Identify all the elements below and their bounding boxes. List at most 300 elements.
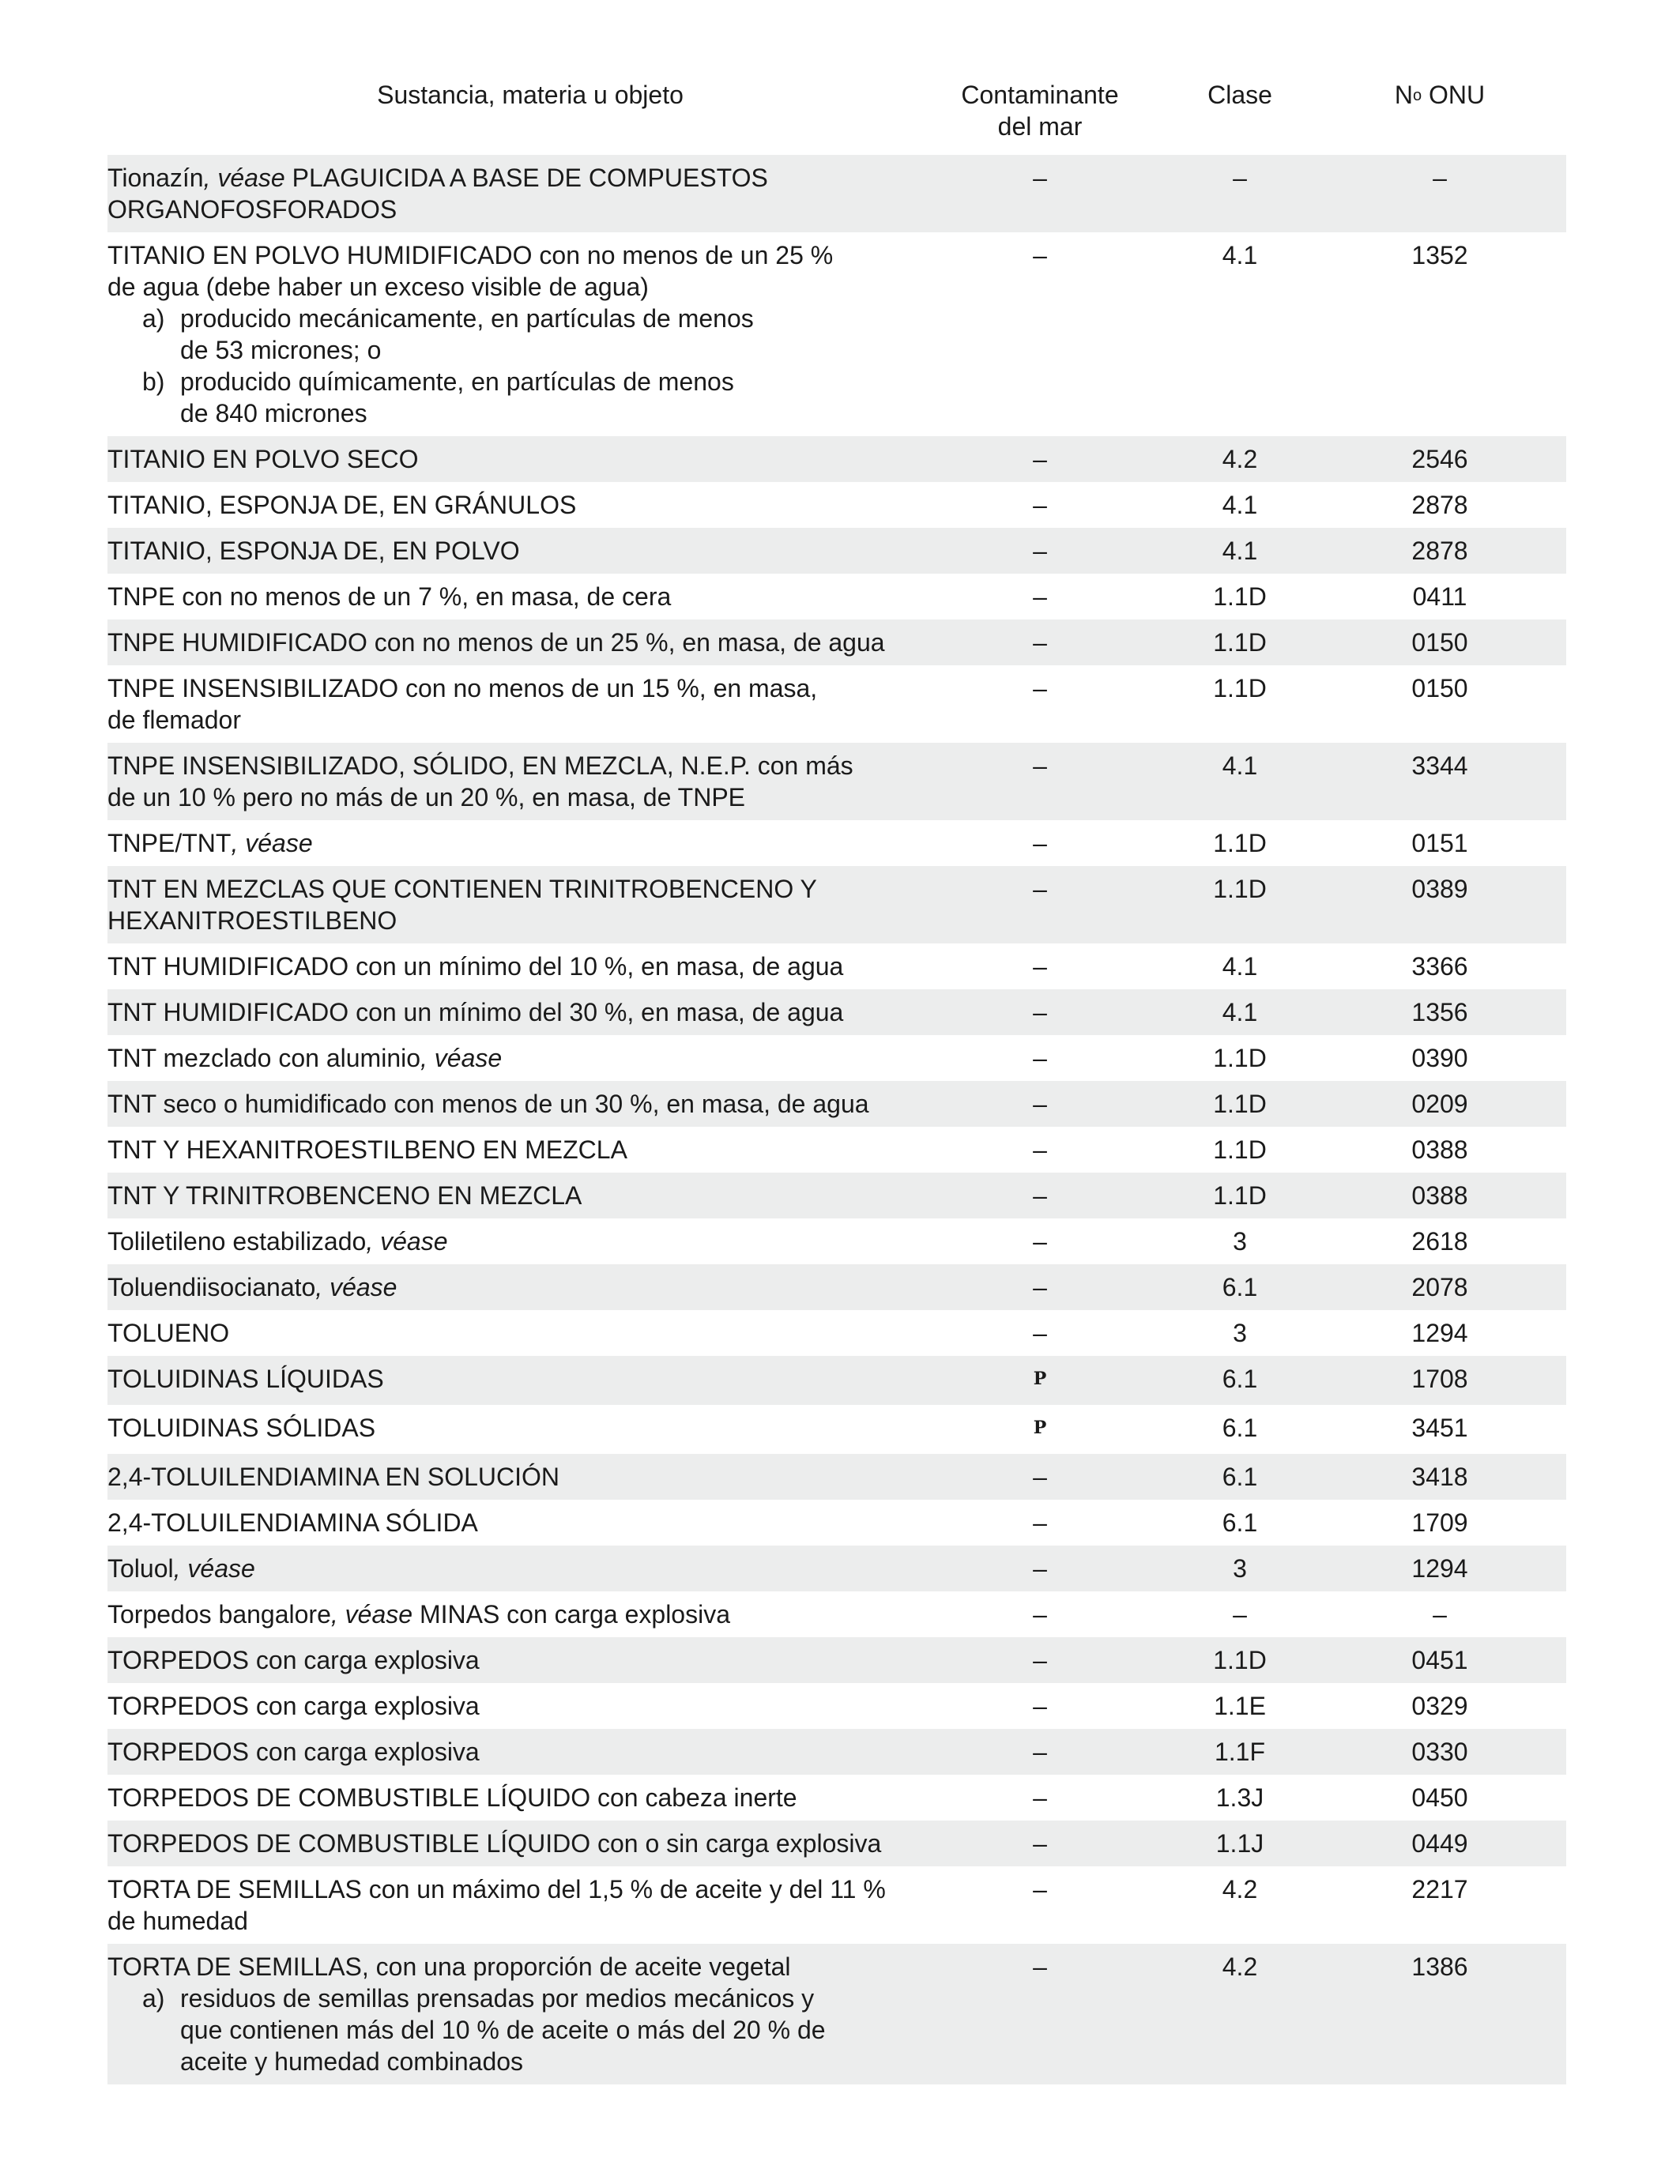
pollutant-value: –: [1033, 1554, 1047, 1583]
subitem-line: aceite y humedad combinados: [180, 2047, 524, 2076]
substance-line: [107, 627, 953, 658]
substance-italic: , véase: [173, 1554, 255, 1583]
substance-text: TOLUIDINAS LÍQUIDAS: [107, 1365, 384, 1393]
substance-line: [107, 535, 953, 567]
subitem-marker: b): [142, 367, 165, 396]
un-number-cell: 0390: [1411, 1044, 1468, 1072]
substance-line: [107, 1690, 953, 1722]
substance-cell: [107, 1690, 953, 1722]
table-row: [107, 1081, 1566, 1127]
substance-line: [107, 1134, 953, 1165]
pollutant-value: –: [1033, 582, 1047, 611]
table-row: [107, 232, 1566, 436]
pollutant-value: –: [1033, 674, 1047, 702]
table-row: [107, 1729, 1566, 1775]
substance-text: Tionazín: [107, 164, 204, 192]
table-row: [107, 1356, 1566, 1405]
substance-text: TORPEDOS con carga explosiva: [107, 1646, 480, 1674]
table-header: [107, 79, 1566, 155]
substance-line: [107, 1782, 953, 1813]
substance-line: [107, 1363, 953, 1395]
class-cell: 1.1D: [1213, 628, 1267, 657]
class-cell: 4.1: [1222, 537, 1258, 565]
substance-subitem: [107, 366, 953, 429]
pollutant-cell: [953, 162, 1127, 194]
document-page: [107, 79, 1566, 2084]
un-number-cell: –: [1433, 1600, 1447, 1629]
pollutant-cell: [953, 996, 1127, 1028]
substance-text: TITANIO EN POLVO SECO: [107, 445, 419, 473]
un-number-cell: –: [1433, 164, 1447, 192]
table-row: [107, 1546, 1566, 1591]
un-number-cell: 3418: [1411, 1463, 1468, 1491]
substance-cell: [107, 1088, 953, 1120]
pollutant-cell: [953, 1317, 1127, 1349]
substance-cell: [107, 1782, 953, 1813]
substance-cell: [107, 627, 953, 658]
subitem-line: que contienen más del 10 % de aceite o más del 20 % de: [180, 2016, 826, 2044]
pollutant-value: –: [1033, 1692, 1047, 1720]
pollutant-value: –: [1033, 1738, 1047, 1766]
substance-cell: [107, 443, 953, 475]
substance-text: ORGANOFOSFORADOS: [107, 195, 397, 224]
pollutant-cell: [953, 1553, 1127, 1584]
substance-text: 2,4-TOLUILENDIAMINA SÓLIDA: [107, 1508, 478, 1537]
header-un-sup: o: [1412, 87, 1422, 104]
substance-text: TNPE HUMIDIFICADO con no menos de un 25 %, en masa, de agua: [107, 628, 885, 657]
class-cell: 1.1D: [1213, 1044, 1267, 1072]
substance-cell: [107, 1507, 953, 1538]
substance-line: HEXANITROESTILBENO: [107, 906, 397, 935]
class-cell: 1.3J: [1215, 1783, 1264, 1812]
class-cell: 3: [1233, 1227, 1247, 1256]
marine-pollutant-mark: P: [1033, 1418, 1047, 1438]
substance-subitem: [107, 1983, 953, 2077]
substance-italic: , véase: [203, 164, 285, 192]
pollutant-value: –: [1033, 537, 1047, 565]
table-row: [107, 943, 1566, 989]
class-cell: 1.1D: [1213, 674, 1267, 702]
substance-text: MINAS con carga explosiva: [412, 1600, 730, 1629]
un-number-cell: 2878: [1411, 537, 1468, 565]
pollutant-value: –: [1033, 628, 1047, 657]
un-number-cell: 0150: [1411, 628, 1468, 657]
pollutant-cell: [953, 1088, 1127, 1120]
pollutant-value: –: [1033, 1090, 1047, 1118]
substance-cell: [107, 489, 953, 521]
header-un-number: [1353, 79, 1527, 115]
substance-italic: , véase: [231, 829, 313, 857]
class-cell: 4.1: [1222, 751, 1258, 780]
substance-text: TORPEDOS DE COMBUSTIBLE LÍQUIDO con cabeza inerte: [107, 1783, 797, 1812]
substance-cell: [107, 1553, 953, 1584]
substance-line: [107, 443, 953, 475]
substance-text: TORPEDOS DE COMBUSTIBLE LÍQUIDO con o sin carga explosiva: [107, 1829, 882, 1858]
substance-text: Toluol: [107, 1554, 174, 1583]
table-row: [107, 155, 1566, 232]
table-row: [107, 989, 1566, 1035]
substance-cell: [107, 1644, 953, 1676]
pollutant-value: –: [1033, 445, 1047, 473]
substance-line: [107, 1828, 953, 1859]
pollutant-value: –: [1033, 1783, 1047, 1812]
class-cell: 1.1D: [1213, 1646, 1267, 1674]
substance-text: TNT mezclado con aluminio: [107, 1044, 421, 1072]
un-number-cell: 0450: [1411, 1783, 1468, 1812]
substance-cell: [107, 535, 953, 567]
substance-cell: [107, 239, 953, 429]
substance-line: de flemador: [107, 706, 241, 734]
class-cell: 3: [1233, 1554, 1247, 1583]
un-number-cell: 2078: [1411, 1273, 1468, 1301]
substance-text: Torpedos bangalore: [107, 1600, 331, 1629]
substance-line: [107, 1736, 953, 1768]
pollutant-value: –: [1033, 1875, 1047, 1903]
substance-line: [107, 996, 953, 1028]
class-cell: 1.1E: [1214, 1692, 1266, 1720]
substance-line: [107, 827, 953, 859]
table-row: [107, 1173, 1566, 1218]
substance-text: TORPEDOS con carga explosiva: [107, 1738, 480, 1766]
un-number-cell: 1386: [1411, 1952, 1468, 1981]
substance-line: TORTA DE SEMILLAS, con una proporción de aceite vegetal: [107, 1952, 791, 1981]
substance-subitem: [107, 303, 953, 366]
substance-cell: [107, 581, 953, 612]
substance-text: TORPEDOS con carga explosiva: [107, 1692, 480, 1720]
substance-line: [107, 581, 953, 612]
substance-text: TNT HUMIDIFICADO con un mínimo del 30 %, en masa, de agua: [107, 998, 844, 1026]
class-cell: 3: [1233, 1319, 1247, 1347]
un-number-cell: 1294: [1411, 1554, 1468, 1583]
substance-cell: [107, 1951, 953, 2077]
substance-line: [107, 162, 953, 194]
pollutant-cell: [953, 1598, 1127, 1630]
class-cell: 6.1: [1222, 1365, 1258, 1393]
subitem-text: [180, 1983, 953, 2077]
un-number-cell: 3366: [1411, 952, 1468, 981]
subitem-line: de 840 micrones: [180, 399, 367, 427]
un-number-cell: 0151: [1411, 829, 1468, 857]
substance-cell: [107, 162, 953, 225]
substance-line: [107, 951, 953, 982]
substance-line: TORTA DE SEMILLAS con un máximo del 1,5 % de aceite y del 11 %: [107, 1875, 886, 1903]
un-number-cell: 1709: [1411, 1508, 1468, 1537]
class-cell: 1.1D: [1213, 1181, 1267, 1210]
substance-italic: , véase: [420, 1044, 503, 1072]
substance-cell: [107, 1042, 953, 1074]
table-row: [107, 743, 1566, 820]
pollutant-value: –: [1033, 829, 1047, 857]
substance-cell: [107, 1317, 953, 1349]
substance-line: [107, 1226, 953, 1257]
pollutant-cell: [953, 627, 1127, 658]
substance-cell: [107, 827, 953, 859]
class-cell: –: [1233, 1600, 1247, 1629]
pollutant-value: –: [1033, 241, 1047, 269]
class-cell: 1.1J: [1215, 1829, 1264, 1858]
pollutant-value: –: [1033, 751, 1047, 780]
pollutant-cell: [953, 1507, 1127, 1538]
table-row: [107, 1775, 1566, 1821]
header-pollutant-line2: del mar: [997, 112, 1083, 141]
class-cell: 6.1: [1222, 1273, 1258, 1301]
table-row: [107, 436, 1566, 482]
substance-cell: [107, 1180, 953, 1211]
header-class: [1127, 79, 1353, 111]
substance-line: [107, 1598, 953, 1630]
class-cell: 4.2: [1222, 1875, 1258, 1903]
substance-cell: [107, 1736, 953, 1768]
table-row: [107, 1310, 1566, 1356]
substance-cell: [107, 1412, 953, 1444]
un-number-cell: 3344: [1411, 751, 1468, 780]
pollutant-value: –: [1033, 164, 1047, 192]
pollutant-value: –: [1033, 1319, 1047, 1347]
substance-text: TNPE con no menos de un 7 %, en masa, de cera: [107, 582, 672, 611]
class-cell: 4.1: [1222, 491, 1258, 519]
pollutant-cell: [953, 1363, 1127, 1398]
un-number-cell: 0451: [1411, 1646, 1468, 1674]
substance-text: Toliletileno estabilizado: [107, 1227, 367, 1256]
header-un-suffix: ONU: [1422, 81, 1486, 109]
substance-line: TNPE INSENSIBILIZADO con no menos de un 15 %, en masa,: [107, 674, 818, 702]
un-number-cell: 1708: [1411, 1365, 1468, 1393]
table-row: [107, 1127, 1566, 1173]
table-row: [107, 1591, 1566, 1637]
substance-line: [107, 1412, 953, 1444]
table-row: [107, 1264, 1566, 1310]
pollutant-cell: [953, 489, 1127, 521]
pollutant-value: –: [1033, 875, 1047, 903]
pollutant-cell: [953, 750, 1127, 781]
substance-text: TNT seco o humidificado con menos de un 30 %, en masa, de agua: [107, 1090, 869, 1118]
header-substance: [107, 79, 953, 111]
un-number-cell: 0209: [1411, 1090, 1468, 1118]
pollutant-value: –: [1033, 1829, 1047, 1858]
pollutant-cell: [953, 827, 1127, 859]
table-row: [107, 1821, 1566, 1866]
un-number-cell: 0150: [1411, 674, 1468, 702]
pollutant-value: –: [1033, 952, 1047, 981]
un-number-cell: 0389: [1411, 875, 1468, 903]
substance-line: TNPE INSENSIBILIZADO, SÓLIDO, EN MEZCLA, N.E.P. con más: [107, 751, 853, 780]
substance-line: de un 10 % pero no más de un 20 %, en masa, de TNPE: [107, 783, 746, 811]
substance-text: TOLUENO: [107, 1319, 230, 1347]
subitem-text: [180, 366, 953, 429]
header-substance-label: Sustancia, materia u objeto: [377, 81, 684, 109]
substance-text: TNT Y HEXANITROESTILBENO EN MEZCLA: [107, 1135, 627, 1164]
substance-line: [107, 1088, 953, 1120]
substance-cell: [107, 1134, 953, 1165]
pollutant-value: –: [1033, 1508, 1047, 1537]
substance-cell: [107, 1271, 953, 1303]
class-cell: 1.1F: [1214, 1738, 1266, 1766]
class-cell: 4.2: [1222, 445, 1258, 473]
substance-text: TNT HUMIDIFICADO con un mínimo del 10 %, en masa, de agua: [107, 952, 844, 981]
un-number-cell: 2217: [1411, 1875, 1468, 1903]
pollutant-cell: [953, 1412, 1127, 1447]
un-number-cell: 0330: [1411, 1738, 1468, 1766]
substance-text: TNPE/TNT: [107, 829, 232, 857]
pollutant-cell: [953, 951, 1127, 982]
un-number-cell: 0388: [1411, 1181, 1468, 1210]
pollutant-cell: [953, 1226, 1127, 1257]
class-cell: 1.1D: [1213, 1135, 1267, 1164]
class-cell: 1.1D: [1213, 829, 1267, 857]
un-number-cell: 0388: [1411, 1135, 1468, 1164]
table-row: [107, 528, 1566, 574]
pollutant-value: –: [1033, 998, 1047, 1026]
substance-cell: [107, 996, 953, 1028]
header-un-prefix: N: [1394, 81, 1413, 109]
un-number-cell: 0449: [1411, 1829, 1468, 1858]
class-cell: 4.2: [1222, 1952, 1258, 1981]
table-row: [107, 665, 1566, 743]
un-number-cell: 2618: [1411, 1227, 1468, 1256]
pollutant-value: –: [1033, 491, 1047, 519]
table-row: [107, 1454, 1566, 1500]
header-pollutant-line1: Contaminante: [961, 81, 1119, 109]
pollutant-cell: [953, 1042, 1127, 1074]
substance-line: [107, 1507, 953, 1538]
substance-cell: [107, 1598, 953, 1630]
pollutant-cell: [953, 239, 1127, 271]
pollutant-value: –: [1033, 1135, 1047, 1164]
table-body: [107, 155, 1566, 2084]
pollutant-cell: [953, 1873, 1127, 1905]
class-cell: 1.1D: [1213, 875, 1267, 903]
substance-cell: [107, 1363, 953, 1395]
class-cell: –: [1233, 164, 1247, 192]
substance-text: 2,4-TOLUILENDIAMINA EN SOLUCIÓN: [107, 1463, 559, 1491]
pollutant-value: –: [1033, 1952, 1047, 1981]
substance-cell: [107, 1461, 953, 1493]
table-row: [107, 482, 1566, 528]
class-cell: 6.1: [1222, 1463, 1258, 1491]
table-row: [107, 866, 1566, 943]
pollutant-value: –: [1033, 1044, 1047, 1072]
header-pollutant: [953, 79, 1127, 142]
substance-line: [107, 1461, 953, 1493]
table-row: [107, 1683, 1566, 1729]
subitem-text: [180, 303, 953, 366]
un-number-cell: 1356: [1411, 998, 1468, 1026]
un-number-cell: 2878: [1411, 491, 1468, 519]
substance-line: de humedad: [107, 1907, 248, 1935]
pollutant-cell: [953, 1271, 1127, 1303]
class-cell: 6.1: [1222, 1414, 1258, 1442]
substance-cell: [107, 750, 953, 813]
substance-cell: [107, 873, 953, 936]
substance-line: TITANIO EN POLVO HUMIDIFICADO con no menos de un 25 %: [107, 241, 834, 269]
substance-cell: [107, 672, 953, 736]
pollutant-cell: [953, 535, 1127, 567]
table-row: [107, 1035, 1566, 1081]
pollutant-cell: [953, 1951, 1127, 1983]
substance-line: [107, 1644, 953, 1676]
substance-line: de agua (debe haber un exceso visible de agua): [107, 273, 649, 301]
class-cell: 4.1: [1222, 952, 1258, 981]
class-cell: 1.1D: [1213, 582, 1267, 611]
pollutant-value: –: [1033, 1181, 1047, 1210]
class-cell: 1.1D: [1213, 1090, 1267, 1118]
substance-text: TITANIO, ESPONJA DE, EN POLVO: [107, 537, 520, 565]
table-row: [107, 1944, 1566, 2084]
table-row: [107, 619, 1566, 665]
table-row: [107, 1405, 1566, 1454]
substance-line: [107, 489, 953, 521]
subitem-line: residuos de semillas prensadas por medios mecánicos y: [180, 1984, 815, 2013]
class-cell: 4.1: [1222, 998, 1258, 1026]
substance-cell: [107, 1873, 953, 1937]
un-number-cell: 0329: [1411, 1692, 1468, 1720]
substance-line: [107, 1180, 953, 1211]
pollutant-cell: [953, 1180, 1127, 1211]
table-row: [107, 1637, 1566, 1683]
substance-text: PLAGUICIDA A BASE DE COMPUESTOS: [284, 164, 768, 192]
table-row: [107, 1500, 1566, 1546]
subitem-line: producido mecánicamente, en partículas de menos: [180, 304, 754, 333]
substance-text: Toluendiisocianato: [107, 1273, 316, 1301]
substance-line: [107, 194, 953, 225]
substance-italic: , véase: [315, 1273, 397, 1301]
table-row: [107, 574, 1566, 619]
header-class-label: Clase: [1207, 81, 1272, 109]
marine-pollutant-mark: P: [1033, 1369, 1047, 1389]
class-cell: 6.1: [1222, 1508, 1258, 1537]
pollutant-value: –: [1033, 1227, 1047, 1256]
substance-cell: [107, 1828, 953, 1859]
pollutant-cell: [953, 1782, 1127, 1813]
un-number-cell: 3451: [1411, 1414, 1468, 1442]
un-number-cell: 2546: [1411, 445, 1468, 473]
pollutant-cell: [953, 1644, 1127, 1676]
pollutant-cell: [953, 1736, 1127, 1768]
substance-text: TNT Y TRINITROBENCENO EN MEZCLA: [107, 1181, 582, 1210]
pollutant-cell: [953, 1690, 1127, 1722]
substance-italic: , véase: [366, 1227, 448, 1256]
class-cell: 4.1: [1222, 241, 1258, 269]
substance-line: TNT EN MEZCLAS QUE CONTIENEN TRINITROBENCENO Y: [107, 875, 817, 903]
substance-cell: [107, 1226, 953, 1257]
pollutant-cell: [953, 672, 1127, 704]
pollutant-cell: [953, 1461, 1127, 1493]
subitem-marker: a): [142, 304, 165, 333]
table-row: [107, 1866, 1566, 1944]
pollutant-cell: [953, 1828, 1127, 1859]
substance-line: [107, 1271, 953, 1303]
substance-cell: [107, 951, 953, 982]
substance-line: [107, 1317, 953, 1349]
pollutant-value: –: [1033, 1600, 1047, 1629]
subitem-marker: a): [142, 1984, 165, 2013]
subitem-line: de 53 micrones; o: [180, 336, 382, 364]
substance-text: TOLUIDINAS SÓLIDAS: [107, 1414, 376, 1442]
subitem-line: producido químicamente, en partículas de menos: [180, 367, 734, 396]
substance-text: TITANIO, ESPONJA DE, EN GRÁNULOS: [107, 491, 577, 519]
pollutant-cell: [953, 581, 1127, 612]
pollutant-cell: [953, 1134, 1127, 1165]
pollutant-cell: [953, 443, 1127, 475]
table-row: [107, 1218, 1566, 1264]
un-number-cell: 1294: [1411, 1319, 1468, 1347]
un-number-cell: 1352: [1411, 241, 1468, 269]
pollutant-value: –: [1033, 1273, 1047, 1301]
substance-line: [107, 1553, 953, 1584]
pollutant-cell: [953, 873, 1127, 905]
un-number-cell: 0411: [1412, 582, 1467, 611]
pollutant-value: –: [1033, 1463, 1047, 1491]
